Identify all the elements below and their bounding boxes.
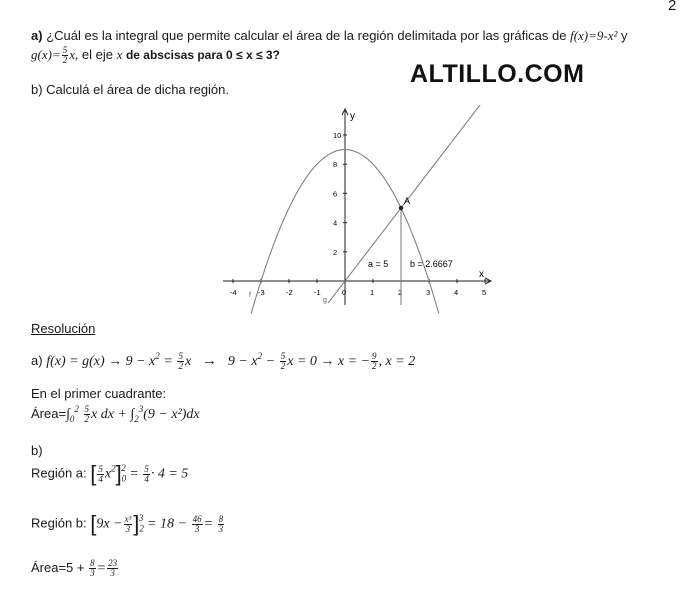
resolution-b-label: b) <box>31 443 43 458</box>
curve-g-label: g <box>323 297 327 304</box>
function-f-definition: f(x)=9-x² <box>570 28 618 43</box>
fraction-numerator: 5 <box>62 45 68 55</box>
area-label: Área= <box>31 406 67 421</box>
exponent: 2 <box>257 351 263 361</box>
y-tick-label: 2 <box>333 247 338 257</box>
fraction-denominator: 3 <box>194 523 200 534</box>
equation-part: 9 − x <box>227 354 258 369</box>
fraction <box>124 515 133 534</box>
equation-part: = <box>129 466 143 482</box>
integral-lower: 0 <box>69 414 75 424</box>
region-a-prefix: Región a: <box>31 465 87 481</box>
arrow-symbol: → <box>202 352 218 369</box>
integral-body: x dx + <box>91 407 131 422</box>
fraction <box>371 352 378 371</box>
equation-part: = <box>163 354 173 369</box>
region-b-label: b = 2.6667 <box>410 259 453 269</box>
y-axis-label: y <box>350 111 355 122</box>
fraction <box>84 405 91 424</box>
page-number: 2 <box>668 0 677 14</box>
question-a-rest: el eje <box>81 46 113 62</box>
fraction <box>143 465 150 484</box>
y-tick-label: 10 <box>333 131 342 140</box>
integral-lower: 2 <box>134 414 139 424</box>
resolution-heading: Resolución <box>31 321 96 336</box>
fraction-numerator: 5 <box>98 463 103 474</box>
y-tick-label: 6 <box>333 189 338 199</box>
fraction-numerator: 8 <box>218 513 224 524</box>
integral-body: (9 − x²)dx <box>143 407 200 422</box>
function-g-prefix: g(x)= <box>31 46 61 62</box>
equation-part: x <box>184 354 192 369</box>
function-graph <box>215 105 505 315</box>
x-tick-label: 0 <box>342 288 347 297</box>
function-g-fraction <box>62 46 69 65</box>
fraction-numerator: 5 <box>280 351 286 362</box>
x-tick-label: -1 <box>314 288 321 297</box>
altillo-logo: ALTILLO.COM <box>410 60 585 88</box>
fraction-numerator: 46 <box>192 513 202 524</box>
equation-part: 9x − <box>96 516 123 532</box>
x-tick-label: -4 <box>230 288 237 297</box>
y-tick-label: 8 <box>333 160 338 170</box>
bracket-close: ] <box>115 461 122 486</box>
region-a-label: a = 5 <box>368 259 389 269</box>
equation-part: = <box>96 560 107 576</box>
question-y-word: y <box>621 28 628 43</box>
fraction-numerator: 23 <box>108 558 118 568</box>
x-tick-label: 3 <box>426 288 431 297</box>
y-tick-label: 4 <box>333 218 338 228</box>
question-a-bold: de abscisas para 0 ≤ x ≤ 3? <box>125 47 280 62</box>
question-a-label: a) <box>31 28 43 43</box>
x-tick-label: 5 <box>482 288 487 297</box>
eval-lower: 0 <box>121 473 127 484</box>
x-tick-label: 2 <box>398 288 403 297</box>
eval-lower: 2 <box>139 523 144 534</box>
exponent: 2 <box>155 351 160 361</box>
resolution-a-line <box>31 351 415 371</box>
bracket-open: [ <box>90 511 97 536</box>
exponent: 2 <box>111 463 116 474</box>
equation-part: x = 0 → x = − <box>287 354 371 369</box>
fraction-denominator: 3 <box>90 568 95 578</box>
fraction-denominator: 4 <box>144 473 149 484</box>
x-axis-label: x <box>479 269 484 280</box>
integral-sign: ∫ <box>66 407 70 422</box>
function-g-suffix: x, <box>69 46 79 62</box>
region-b-prefix: Región b: <box>31 515 87 531</box>
eval-upper: 3 <box>138 513 144 524</box>
bracket-open: [ <box>90 461 97 486</box>
fraction-numerator: x³ <box>124 513 132 524</box>
fraction <box>218 515 225 534</box>
fraction-denominator: 3 <box>125 523 131 534</box>
x-tick-label: 1 <box>370 288 375 297</box>
bracket-close: ] <box>133 511 140 536</box>
resolution-a-label: a) <box>31 353 43 368</box>
fraction-denominator: 2 <box>372 361 377 372</box>
point-label: A <box>404 196 411 206</box>
question-a-text: ¿Cuál es la integral que permite calcular el área de la región delimitada por las gráficas de <box>46 28 567 43</box>
area-integral-line <box>31 404 200 424</box>
fraction <box>97 465 104 484</box>
region-a-line <box>31 461 188 487</box>
fraction-numerator: 8 <box>90 558 95 568</box>
equation-part: = <box>203 516 214 532</box>
question-b-line: b) Calculá el área de dicha región. <box>31 82 230 97</box>
x-tick-label: -2 <box>286 288 293 297</box>
integral-upper: 3 <box>138 404 144 414</box>
equation-part: Área=5 + <box>31 559 85 575</box>
fraction-denominator: 2 <box>280 361 286 372</box>
fraction-denominator: 3 <box>110 568 115 578</box>
fraction-numerator: 9 <box>372 351 377 362</box>
fraction <box>177 352 184 371</box>
fraction-numerator: 5 <box>178 351 183 362</box>
total-area-line <box>31 559 119 578</box>
fraction-denominator: 4 <box>98 473 103 484</box>
fraction <box>192 515 203 534</box>
fraction-denominator: 2 <box>62 55 68 65</box>
question-a-line2 <box>31 46 280 65</box>
equation-part: f(x) = g(x) → 9 − x <box>46 354 156 369</box>
fraction <box>280 352 287 371</box>
fraction <box>89 559 96 578</box>
question-a-line1 <box>31 28 628 44</box>
equation-part: = 18 − <box>147 516 187 532</box>
equation-part: − <box>265 354 276 369</box>
fraction-denominator: 2 <box>84 414 90 425</box>
region-b-line <box>31 511 225 537</box>
x-tick-label: 4 <box>454 288 459 297</box>
equation-part: x <box>104 466 112 482</box>
intersection-point <box>399 206 403 210</box>
first-quadrant-text: En el primer cuadrante: <box>31 386 167 401</box>
x-tick-label: -3 <box>258 288 265 297</box>
fraction <box>107 559 118 578</box>
fraction-numerator: 5 <box>144 463 149 474</box>
integral-upper: 2 <box>74 404 79 414</box>
eval-upper: 2 <box>121 463 126 474</box>
integral-sign: ∫ <box>130 407 135 422</box>
question-x-var: x <box>116 46 123 62</box>
fraction-denominator: 2 <box>178 361 183 372</box>
fraction-denominator: 3 <box>218 523 224 534</box>
curve-f-label: f <box>249 292 251 299</box>
equation-part: , x = 2 <box>378 354 416 369</box>
equation-part: · 4 = 5 <box>150 466 189 482</box>
fraction-numerator: 5 <box>84 404 90 415</box>
